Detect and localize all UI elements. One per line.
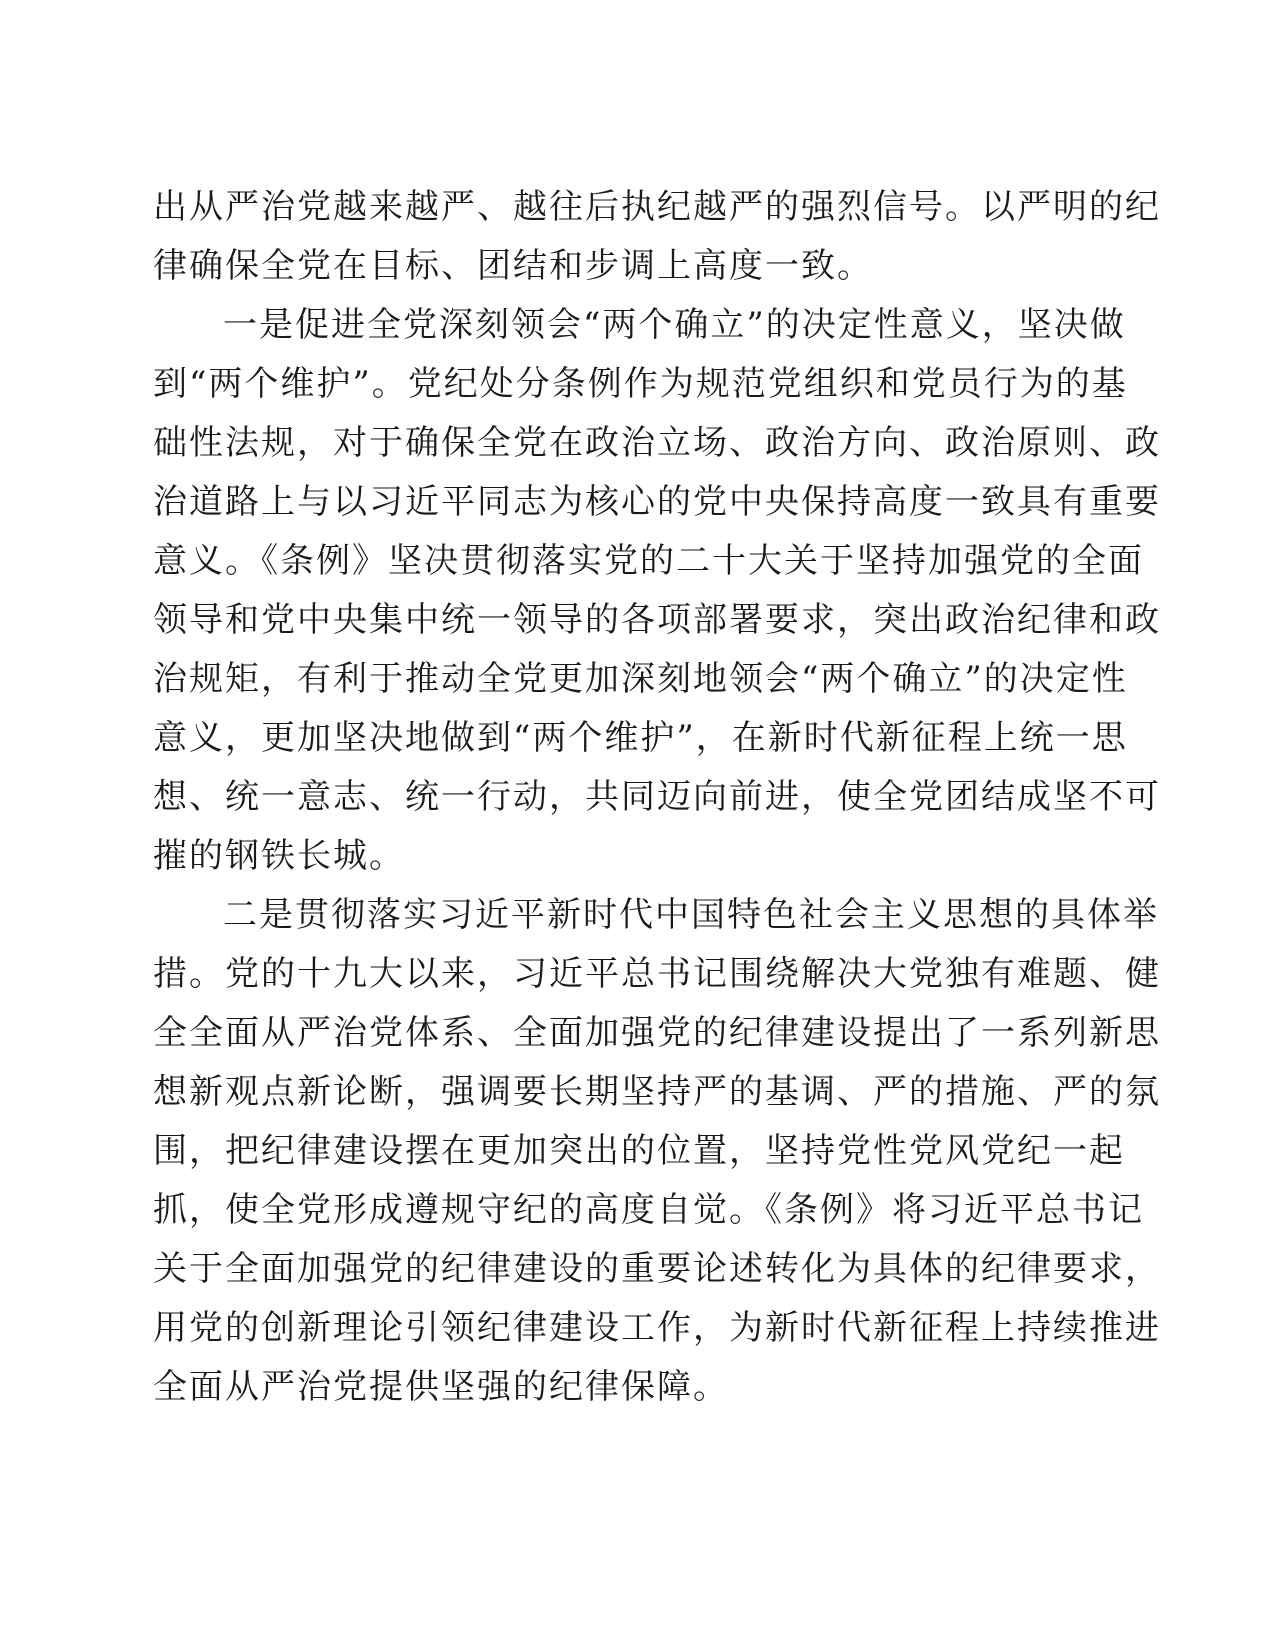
text-line: 治规矩，有利于推动全党更加深刻地领会“两个确立”的决定性 bbox=[153, 659, 1128, 699]
text-line: 全面从严治党提供坚强的纪律保障。 bbox=[153, 1367, 729, 1407]
text-line: 想新观点新论断，强调要长期坚持严的基调、严的措施、严的氛 bbox=[153, 1072, 1161, 1112]
text-line: 领导和党中央集中统一领导的各项部署要求，突出政治纪律和政 bbox=[153, 600, 1161, 640]
text-line: 律确保全党在目标、团结和步调上高度一致。 bbox=[153, 246, 873, 286]
text-line: 围，把纪律建设摆在更加突出的位置，坚持党性党风党纪一起 bbox=[153, 1131, 1125, 1171]
text-line: 治道路上与以习近平同志为核心的党中央保持高度一致具有重要 bbox=[153, 482, 1161, 522]
text-line: 意义。《条例》坚决贯彻落实党的二十大关于坚持加强党的全面 bbox=[153, 541, 1144, 581]
text-line: 意义，更加坚决地做到“两个维护”，在新时代新征程上统一思 bbox=[153, 718, 1128, 758]
paragraph-first-line: 二是贯彻落实习近平新时代中国特色社会主义思想的具体举 bbox=[223, 895, 1159, 935]
paragraph-first-line: 一是促进全党深刻领会“两个确立”的决定性意义，坚决做 bbox=[223, 305, 1126, 345]
text-line: 抓，使全党形成遵规守纪的高度自觉。《条例》将习近平总书记 bbox=[153, 1190, 1144, 1230]
text-line: 措。党的十九大以来，习近平总书记围绕解决大党独有难题、健 bbox=[153, 954, 1161, 994]
text-line: 想、统一意志、统一行动，共同迈向前进，使全党团结成坚不可 bbox=[153, 777, 1161, 817]
text-line: 础性法规，对于确保全党在政治立场、政治方向、政治原则、政 bbox=[153, 423, 1161, 463]
text-line: 到“两个维护”。党纪处分条例作为规范党组织和党员行为的基 bbox=[153, 364, 1128, 404]
text-line: 摧的钢铁长城。 bbox=[153, 836, 405, 876]
text-line: 用党的创新理论引领纪律建设工作，为新时代新征程上持续推进 bbox=[153, 1308, 1161, 1348]
document-body bbox=[153, 178, 1161, 1417]
text-line: 关于全面加强党的纪律建设的重要论述转化为具体的纪律要求， bbox=[153, 1249, 1161, 1289]
text-line: 出从严治党越来越严、越往后执纪越严的强烈信号。以严明的纪 bbox=[153, 187, 1161, 227]
text-line: 全全面从严治党体系、全面加强党的纪律建设提出了一系列新思 bbox=[153, 1013, 1161, 1053]
